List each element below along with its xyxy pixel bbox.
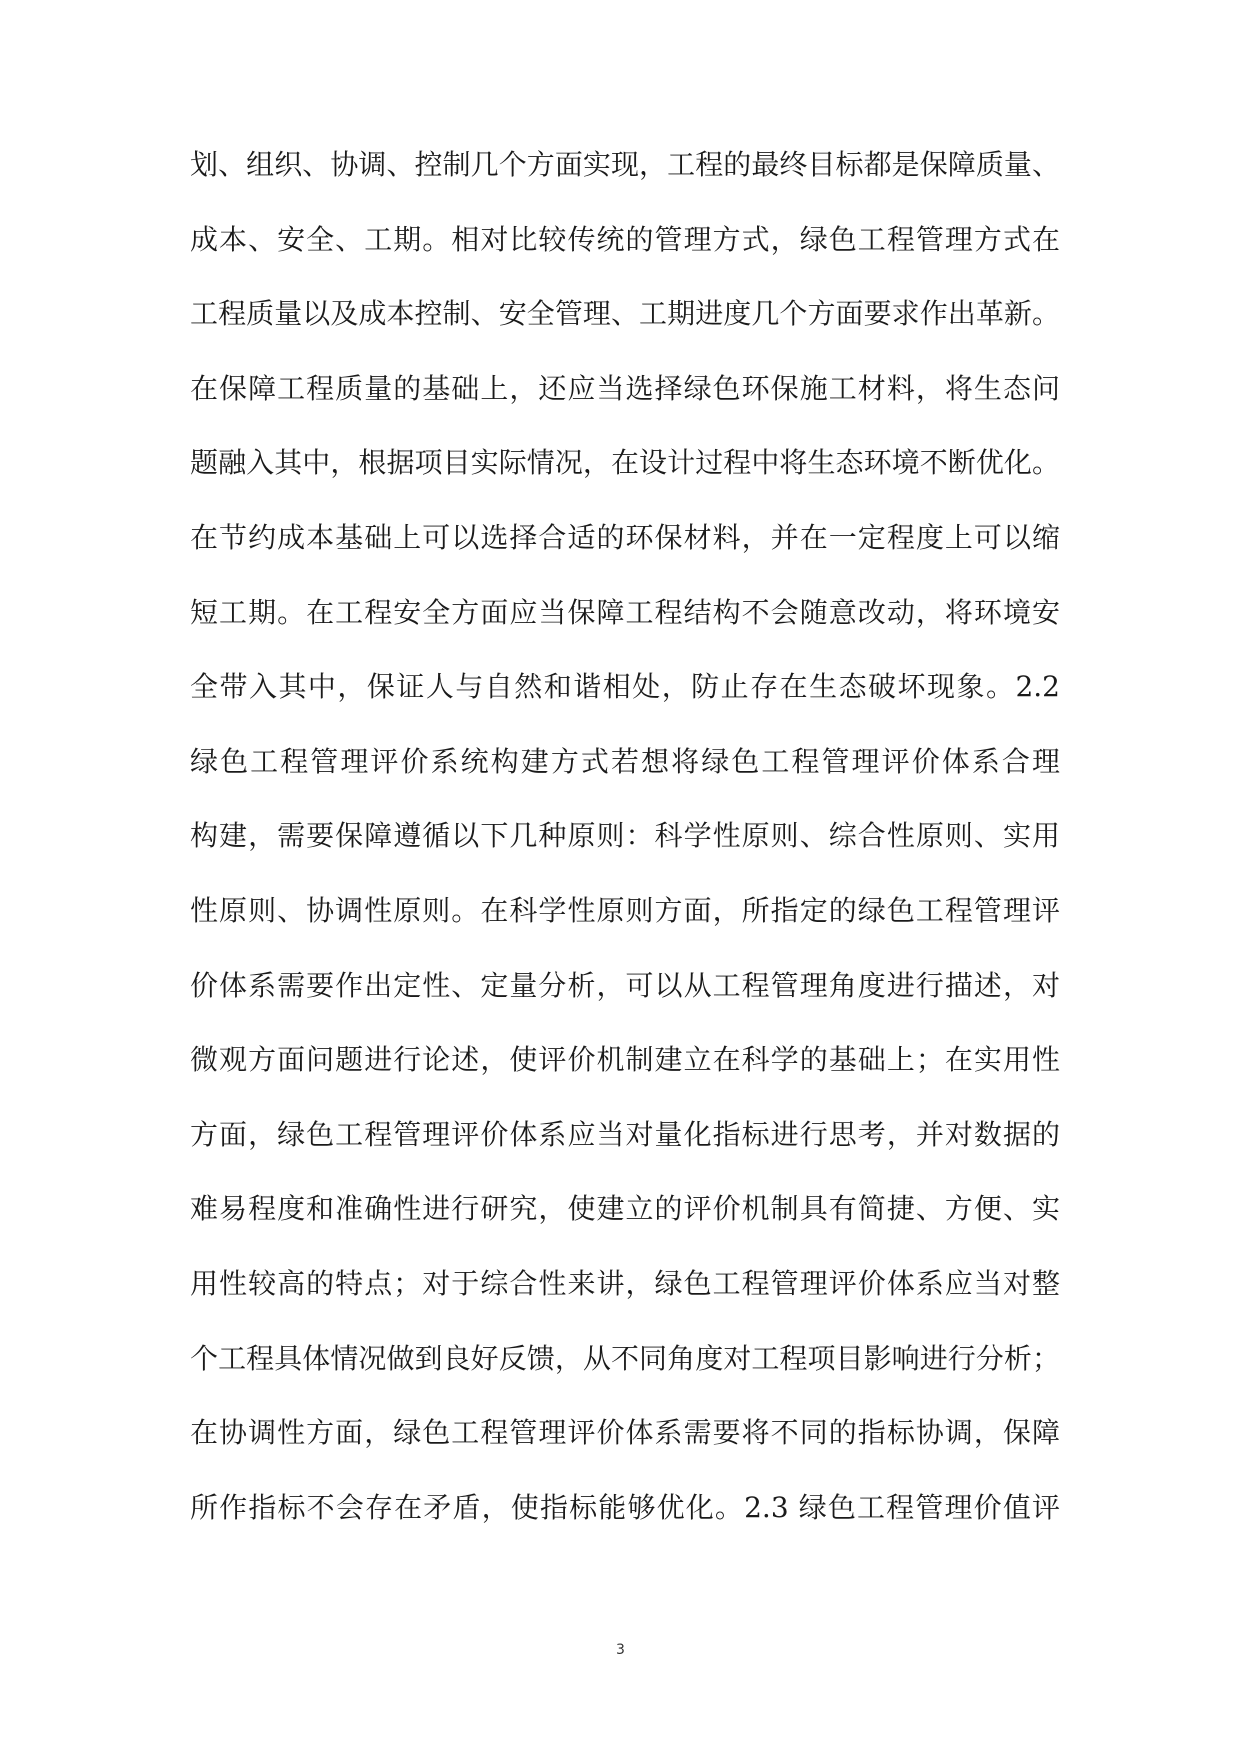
text-line: 全带入其中，保证人与自然和谐相处，防止存在生态破坏现象。2.2	[190, 670, 1060, 704]
body-text	[190, 128, 1060, 1545]
text-line: 在节约成本基础上可以选择合适的环保材料，并在一定程度上可以缩	[190, 520, 1060, 554]
text-line: 工程质量以及成本控制、安全管理、工期进度几个方面要求作出革新。	[190, 297, 1060, 331]
text-line: 个工程具体情况做到良好反馈，从不同角度对工程项目影响进行分析；	[190, 1341, 1060, 1375]
text-line: 难易程度和准确性进行研究，使建立的评价机制具有简捷、方便、实	[190, 1192, 1060, 1226]
text-line: 短工期。在工程安全方面应当保障工程结构不会随意改动，将环境安	[190, 595, 1060, 629]
text-line: 题融入其中，根据项目实际情况，在设计过程中将生态环境不断优化。	[190, 446, 1060, 480]
text-line: 在保障工程质量的基础上，还应当选择绿色环保施工材料，将生态问	[190, 371, 1060, 405]
text-line: 方面，绿色工程管理评价体系应当对量化指标进行思考，并对数据的	[190, 1117, 1060, 1151]
text-line: 价体系需要作出定性、定量分析，可以从工程管理角度进行描述，对	[190, 968, 1060, 1002]
text-line: 性原则、协调性原则。在科学性原则方面，所指定的绿色工程管理评	[190, 893, 1060, 927]
text-line: 构建，需要保障遵循以下几种原则：科学性原则、综合性原则、实用	[190, 819, 1060, 853]
page-number: 3	[616, 1642, 625, 1658]
text-line: 所作指标不会存在矛盾，使指标能够优化。2.3 绿色工程管理价值评	[190, 1490, 1060, 1524]
text-line: 划、组织、协调、控制几个方面实现，工程的最终目标都是保障质量、	[190, 148, 1060, 181]
text-line: 成本、安全、工期。相对比较传统的管理方式，绿色工程管理方式在	[190, 222, 1060, 256]
text-line: 用性较高的特点；对于综合性来讲，绿色工程管理评价体系应当对整	[190, 1266, 1060, 1300]
text-line: 微观方面问题进行论述，使评价机制建立在科学的基础上；在实用性	[190, 1043, 1060, 1077]
text-line: 在协调性方面，绿色工程管理评价体系需要将不同的指标协调，保障	[190, 1416, 1060, 1450]
text-line: 绿色工程管理评价系统构建方式若想将绿色工程管理评价体系合理	[190, 744, 1060, 778]
